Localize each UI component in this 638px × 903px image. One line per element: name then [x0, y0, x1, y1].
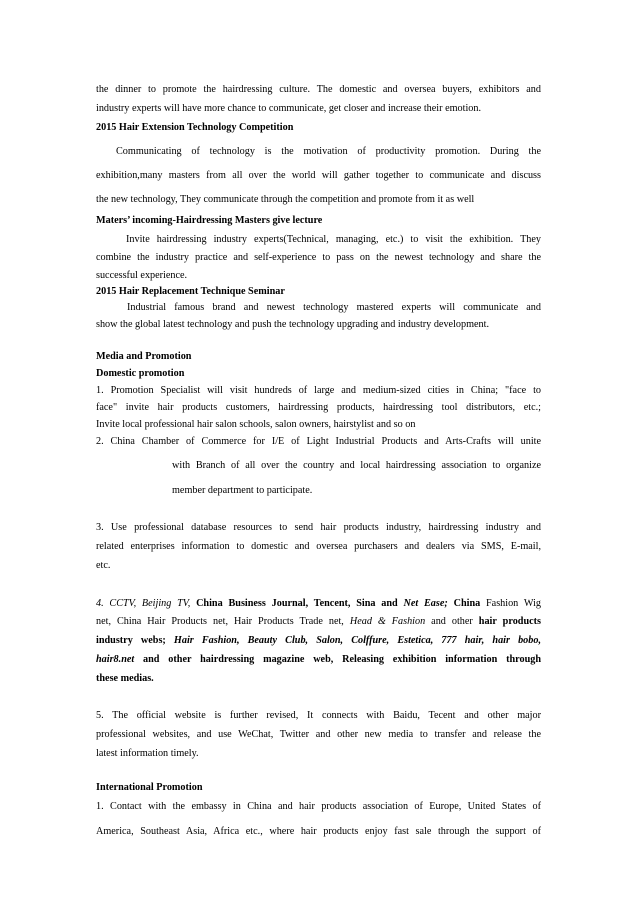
text-line: Invite local professional hair salon schools, salon owners, hairstylist and so on [96, 419, 416, 430]
text-span: 4. CCTV, Beijing TV, [96, 598, 191, 609]
text-line: 2. China Chamber of Commerce for I/E of Light Industrial Products and Arts-Crafts will unite [96, 436, 541, 447]
media-line [96, 634, 541, 647]
text-span: Head & Fashion [349, 616, 426, 627]
text-line: etc. [96, 560, 111, 571]
text-span: industry webs; [96, 635, 166, 646]
media-line [96, 615, 541, 628]
text-line: 1. Promotion Specialist will visit hundreds of large and medium-sized cities in China; "face to [96, 385, 541, 396]
text-line: with Branch of all over the country and local hairdressing association to organize [172, 460, 541, 471]
text-span: China [453, 598, 481, 609]
text-span: China Business Journal, Tencent, Sina and [196, 598, 398, 609]
text-span: and other hairdressing magazine web, Releasing exhibition information through [143, 654, 542, 665]
media-line [96, 597, 541, 610]
text-line: 5. The official website is further revised, It connects with Baidu, Tecent and other major [96, 710, 541, 721]
text-line: show the global latest technology and push the technology upgrading and industry development. [96, 319, 489, 330]
text-line: combine the industry practice and self-experience to pass on the newest technology and share the [96, 252, 541, 263]
text-line: related enterprises information to domestic and oversea purchasers and dealers via SMS, E-mail, [96, 541, 541, 552]
text-line: latest information timely. [96, 748, 199, 759]
text-line: 3. Use professional database resources to send hair products industry, hairdressing industry and [96, 522, 541, 533]
section-heading: 2015 Hair Replacement Technique Seminar [96, 286, 285, 297]
media-line [96, 653, 541, 666]
text-line: member department to participate. [172, 485, 313, 496]
text-line: face" invite hair products customers, hairdressing products, hairdressing tool distributors, etc.; [96, 402, 541, 413]
text-span: hair8.net [96, 654, 135, 665]
text-span: Net Ease; [403, 598, 448, 609]
text-span: Hair Fashion, Beauty Club, Salon, Colffure, Estetica, 777 hair, hair bobo, [173, 635, 541, 646]
text-span: and other [431, 616, 473, 627]
text-line: successful experience. [96, 270, 188, 281]
section-heading: Media and Promotion [96, 351, 192, 362]
text-span: hair products [478, 616, 541, 627]
text-line: America, Southeast Asia, Africa etc., where hair products enjoy fast sale through the support of [96, 826, 541, 837]
text-line: Industrial famous brand and newest technology mastered experts will communicate and [127, 302, 541, 313]
text-line: professional websites, and use WeChat, Twitter and other new media to transfer and release the [96, 729, 541, 740]
subsection-heading: Domestic promotion [96, 368, 185, 379]
text-line: the new technology, They communicate through the competition and promote from it as well [96, 194, 475, 205]
text-line: the dinner to promote the hairdressing culture. The domestic and oversea buyers, exhibitors and [96, 84, 541, 95]
text-span: net, China Hair Products net, Hair Products Trade net, [96, 616, 344, 627]
section-heading: International Promotion [96, 782, 203, 793]
section-heading: Maters’ incoming-Hairdressing Masters give lecture [96, 215, 323, 226]
text-line: Communicating of technology is the motivation of productivity promotion. During the [116, 146, 541, 157]
text-line: industry experts will have more chance to communicate, get closer and increase their emotion. [96, 103, 482, 114]
text-span: Fashion Wig [486, 598, 542, 609]
text-line: 1. Contact with the embassy in China and hair products association of Europe, United States of [96, 801, 541, 812]
text-line: exhibition,many masters from all over the world will gather together to communicate and discuss [96, 170, 541, 181]
section-heading: 2015 Hair Extension Technology Competition [96, 122, 294, 133]
text-line: Invite hairdressing industry experts(Technical, managing, etc.) to visit the exhibition. They [126, 234, 541, 245]
media-line: these medias. [96, 673, 154, 684]
